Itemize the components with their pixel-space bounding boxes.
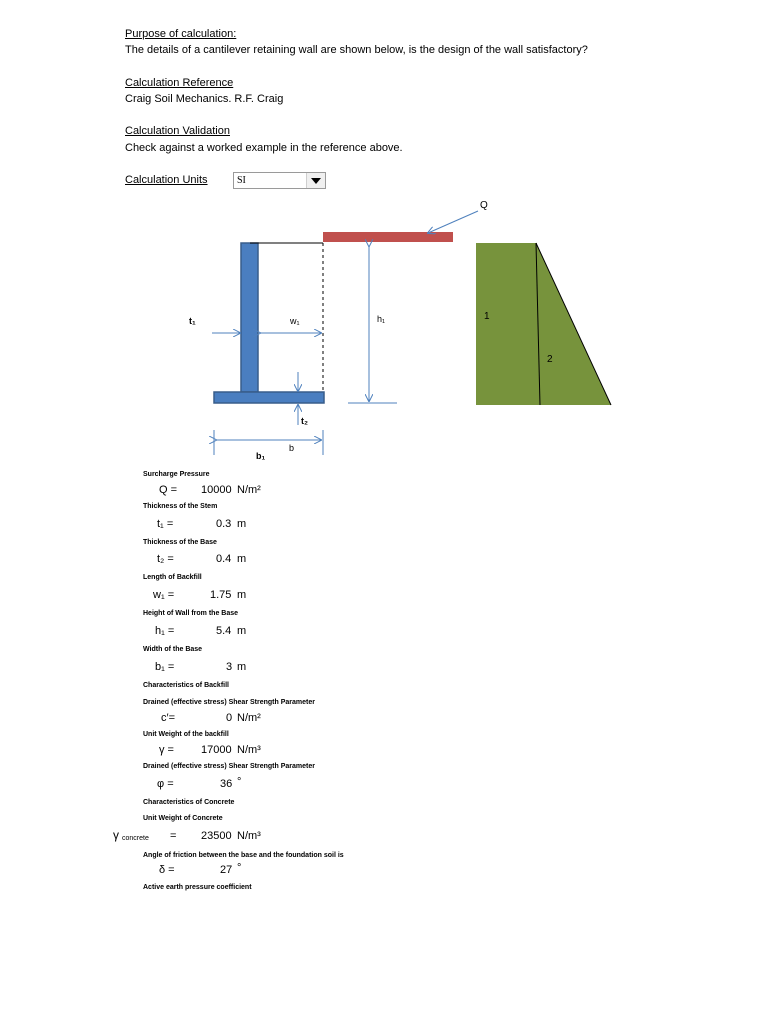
backfill-c-unit: N/m² [237, 712, 261, 724]
reference-text: Craig Soil Mechanics. R.F. Craig [125, 93, 284, 105]
param-unit: m [237, 661, 247, 673]
param-symbol: Q = [159, 484, 178, 496]
surcharge-bar [323, 232, 453, 242]
concrete-gamma-label: Unit Weight of Concrete [143, 815, 223, 822]
param-label: Thickness of the Base [143, 539, 217, 546]
backfill-gamma-symbol: γ = [159, 744, 174, 756]
param-symbol: b₁ = [155, 661, 175, 673]
concrete-gamma-unit: N/m³ [237, 830, 261, 842]
backfill-c-label: Drained (effective stress) Shear Strength Parameter [143, 699, 315, 706]
backfill-section-title: Characteristics of Backfill [143, 682, 229, 689]
param-label: Thickness of the Stem [143, 503, 218, 510]
backfill-phi-symbol: φ = [157, 778, 174, 790]
concrete-gamma-subscript: concrete [122, 835, 149, 842]
backfill-gamma-unit: N/m³ [237, 744, 261, 756]
concrete-gamma-symbol: γ [113, 828, 119, 842]
param-value[interactable]: 0.3 [216, 518, 232, 530]
param-unit: m [237, 518, 247, 530]
backfill-c-value[interactable]: 0 [226, 712, 233, 724]
q-arrow [428, 211, 478, 233]
backfill-phi-value[interactable]: 36 [220, 778, 233, 790]
param-value[interactable]: 10000 [201, 484, 232, 496]
concrete-gamma-equals: = [170, 830, 177, 842]
backfill-gamma-label: Unit Weight of the backfill [143, 731, 229, 738]
param-symbol: t₂ = [157, 553, 174, 565]
backfill-phi-label: Drained (effective stress) Shear Strength Parameter [143, 763, 315, 770]
param-unit: m [237, 625, 247, 637]
param-unit: m [237, 589, 247, 601]
label-q: Q [480, 200, 488, 211]
retaining-wall-diagram [0, 0, 768, 470]
friction-symbol: δ = [159, 864, 175, 876]
validation-text: Check against a worked example in the reference above. [125, 142, 403, 154]
param-value[interactable]: 0.4 [216, 553, 232, 565]
param-symbol: t₁ = [157, 518, 174, 530]
purpose-heading: Purpose of calculation: [125, 28, 237, 40]
concrete-section-title: Characteristics of Concrete [143, 799, 235, 806]
validation-heading: Calculation Validation [125, 125, 230, 137]
wall-base [214, 392, 324, 403]
param-unit: N/m² [237, 484, 261, 496]
backfill-c-symbol: c′= [161, 712, 175, 724]
friction-label: Angle of friction between the base and the foundation soil is [143, 852, 344, 859]
param-value[interactable]: 5.4 [216, 625, 232, 637]
reference-heading: Calculation Reference [125, 77, 234, 89]
label-t1: t₁ [189, 316, 196, 326]
param-symbol: w₁ = [153, 589, 175, 601]
units-label: Calculation Units [125, 174, 208, 186]
label-t2: t₂ [301, 416, 308, 426]
label-w1: w₁ [290, 316, 300, 326]
active-pressure-label: Active earth pressure coefficient [143, 884, 252, 891]
label-h1: h₁ [377, 314, 386, 324]
param-value[interactable]: 3 [226, 661, 233, 673]
label-region-1: 1 [484, 311, 490, 322]
label-b1: b₁ [256, 451, 266, 461]
param-unit: m [237, 553, 247, 565]
purpose-text: The details of a cantilever retaining wall are shown below, is the design of the wall satisfactory? [125, 44, 588, 56]
wall-stem [241, 243, 258, 392]
backfill-phi-unit: ° [237, 776, 242, 788]
pressure-rect-1 [476, 243, 537, 405]
param-value[interactable]: 1.75 [210, 589, 232, 601]
units-selected-value: SI [237, 175, 246, 186]
friction-value[interactable]: 27 [220, 864, 233, 876]
concrete-gamma-value[interactable]: 23500 [201, 830, 232, 842]
param-label: Width of the Base [143, 646, 203, 653]
label-b: b [289, 443, 295, 453]
param-label: Surcharge Pressure [143, 471, 210, 478]
param-label: Height of Wall from the Base [143, 610, 239, 617]
param-label: Length of Backfill [143, 574, 202, 581]
label-region-2: 2 [547, 354, 553, 365]
backfill-gamma-value[interactable]: 17000 [201, 744, 232, 756]
param-symbol: h₁ = [155, 625, 175, 637]
friction-unit: ° [237, 862, 242, 874]
